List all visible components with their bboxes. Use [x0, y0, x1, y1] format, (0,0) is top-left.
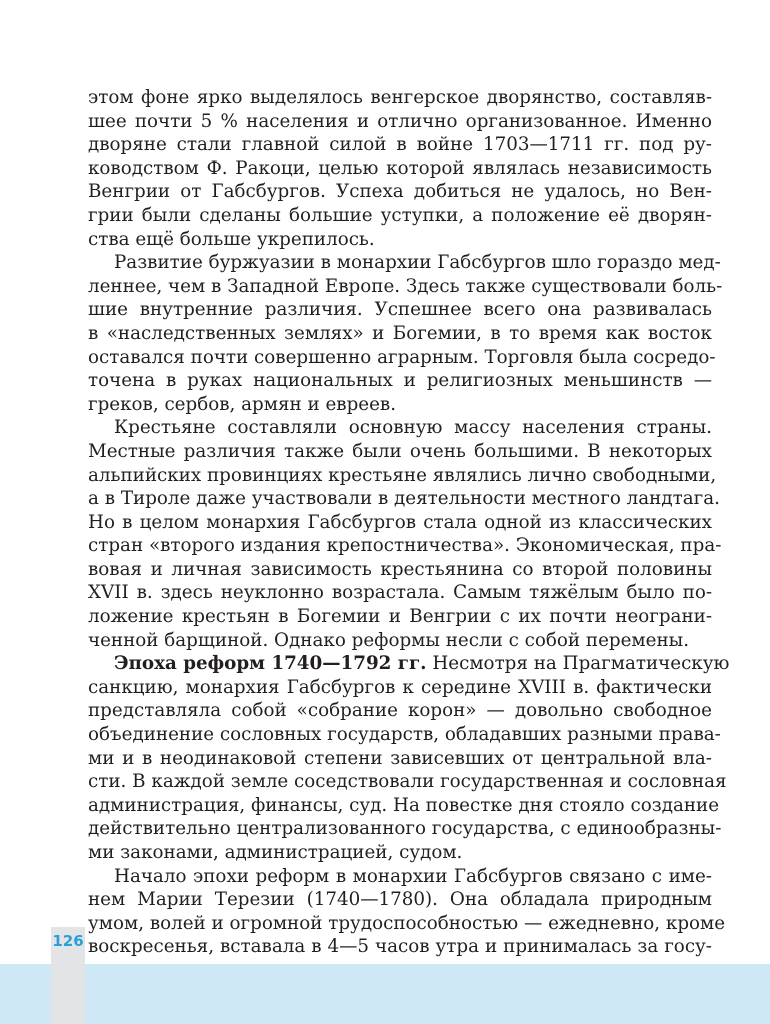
text-line: греков, сербов, армян и евреев. — [88, 393, 397, 415]
text-line: Развитие буржуазии в монархии Габсбургов шло гораздо мед- — [114, 252, 721, 274]
text-line: санкцию, монархия Габсбургов к середине XVIII в. фактически — [88, 676, 712, 698]
text-line: администрация, финансы, суд. На повестке дня стояло создание — [88, 794, 720, 816]
paragraph — [88, 416, 722, 652]
text-line: Но в целом монархия Габсбургов стала одной из классических — [88, 511, 712, 533]
text-line: нем Марии Терезии (1740—1780). Она обладала природным — [88, 889, 712, 911]
text-line: объединение сословных государств, обладавших разными права- — [88, 724, 721, 746]
text-line: воскресенья, вставала в 4—5 часов утра и принималась за госу- — [88, 936, 712, 958]
text-line: представляла собой «собрание корон» — довольно свободное — [88, 700, 712, 722]
text-line: Венгрии от Габсбургов. Успеха добиться не удалось, но Вен- — [88, 181, 712, 203]
text-line: леннее, чем в Западной Европе. Здесь также существовали боль- — [88, 275, 723, 297]
paragraph — [88, 251, 723, 416]
section-heading: Эпоха реформ 1740—1792 гг. — [114, 653, 427, 675]
text-line: ководством Ф. Ракоци, целью которой являлась независимость — [88, 157, 712, 179]
footer-band — [0, 964, 770, 1024]
text-line: ми и в неодинаковой степени зависевших от центральной вла- — [88, 747, 712, 769]
text-line: альпийских провинциях крестьяне являлись лично свободными, — [88, 464, 717, 486]
text-line: в «наследственных землях» и Богемии, в то время как восток — [88, 322, 712, 344]
paragraph — [88, 865, 726, 959]
text-line: шие внутренние различия. Успешнее всего она развивалась — [88, 299, 712, 321]
page-number: 126 — [52, 932, 84, 950]
text-line: XVII в. здесь неуклонно возрастала. Самым тяжёлым было по- — [88, 582, 712, 604]
text-line: этом фоне ярко выделялось венгерское дворянство, составляв- — [88, 87, 712, 108]
text-line: точена в руках национальных и религиозных меньшинств — — [88, 370, 712, 392]
paragraph — [88, 652, 730, 864]
text-line — [88, 652, 730, 676]
text-line: ложение крестьян в Богемии и Венгрии с их почти неограни- — [88, 606, 712, 628]
text-line: действительно централизованного государства, с единообразны- — [88, 818, 722, 840]
paragraph — [88, 86, 712, 251]
text-line: Крестьяне составляли основную массу населения страны. — [114, 417, 712, 439]
text-line: шее почти 5 % населения и отлично организованное. Именно — [88, 110, 712, 132]
text-line: оставался почти совершенно аграрным. Торговля была сосредо- — [88, 346, 716, 368]
text-line: Начало эпохи реформ в монархии Габсбургов связано с име- — [114, 865, 712, 887]
text-line: дворяне стали главной силой в войне 1703—1711 гг. под ру- — [88, 134, 712, 156]
body-text — [88, 86, 730, 959]
text-line: сти. В каждой земле соседствовали государственная и сословная — [88, 771, 727, 793]
text-line: ми законами, администрацией, судом. — [88, 842, 463, 863]
text-line: стран «второго издания крепостничества». Экономическая, пра- — [88, 535, 722, 557]
text-fragment: Несмотря на Прагматическую — [426, 653, 730, 675]
text-line: умом, волей и огромной трудоспособностью — ежедневно, кроме — [88, 912, 726, 934]
text-line: а в Тироле даже участвовали в деятельности местного ландтага. — [88, 488, 720, 510]
text-line: грии были сделаны большие уступки, а положение её дворян- — [88, 204, 712, 226]
text-line: ченной барщиной. Однако реформы несли с собой перемены. — [88, 629, 690, 651]
text-line: вовая и личная зависимость крестьянина со второй половины — [88, 558, 712, 580]
text-line: ства ещё больше укрепилось. — [88, 228, 375, 250]
text-line: Местные различия также были очень большими. В некоторых — [88, 440, 712, 462]
